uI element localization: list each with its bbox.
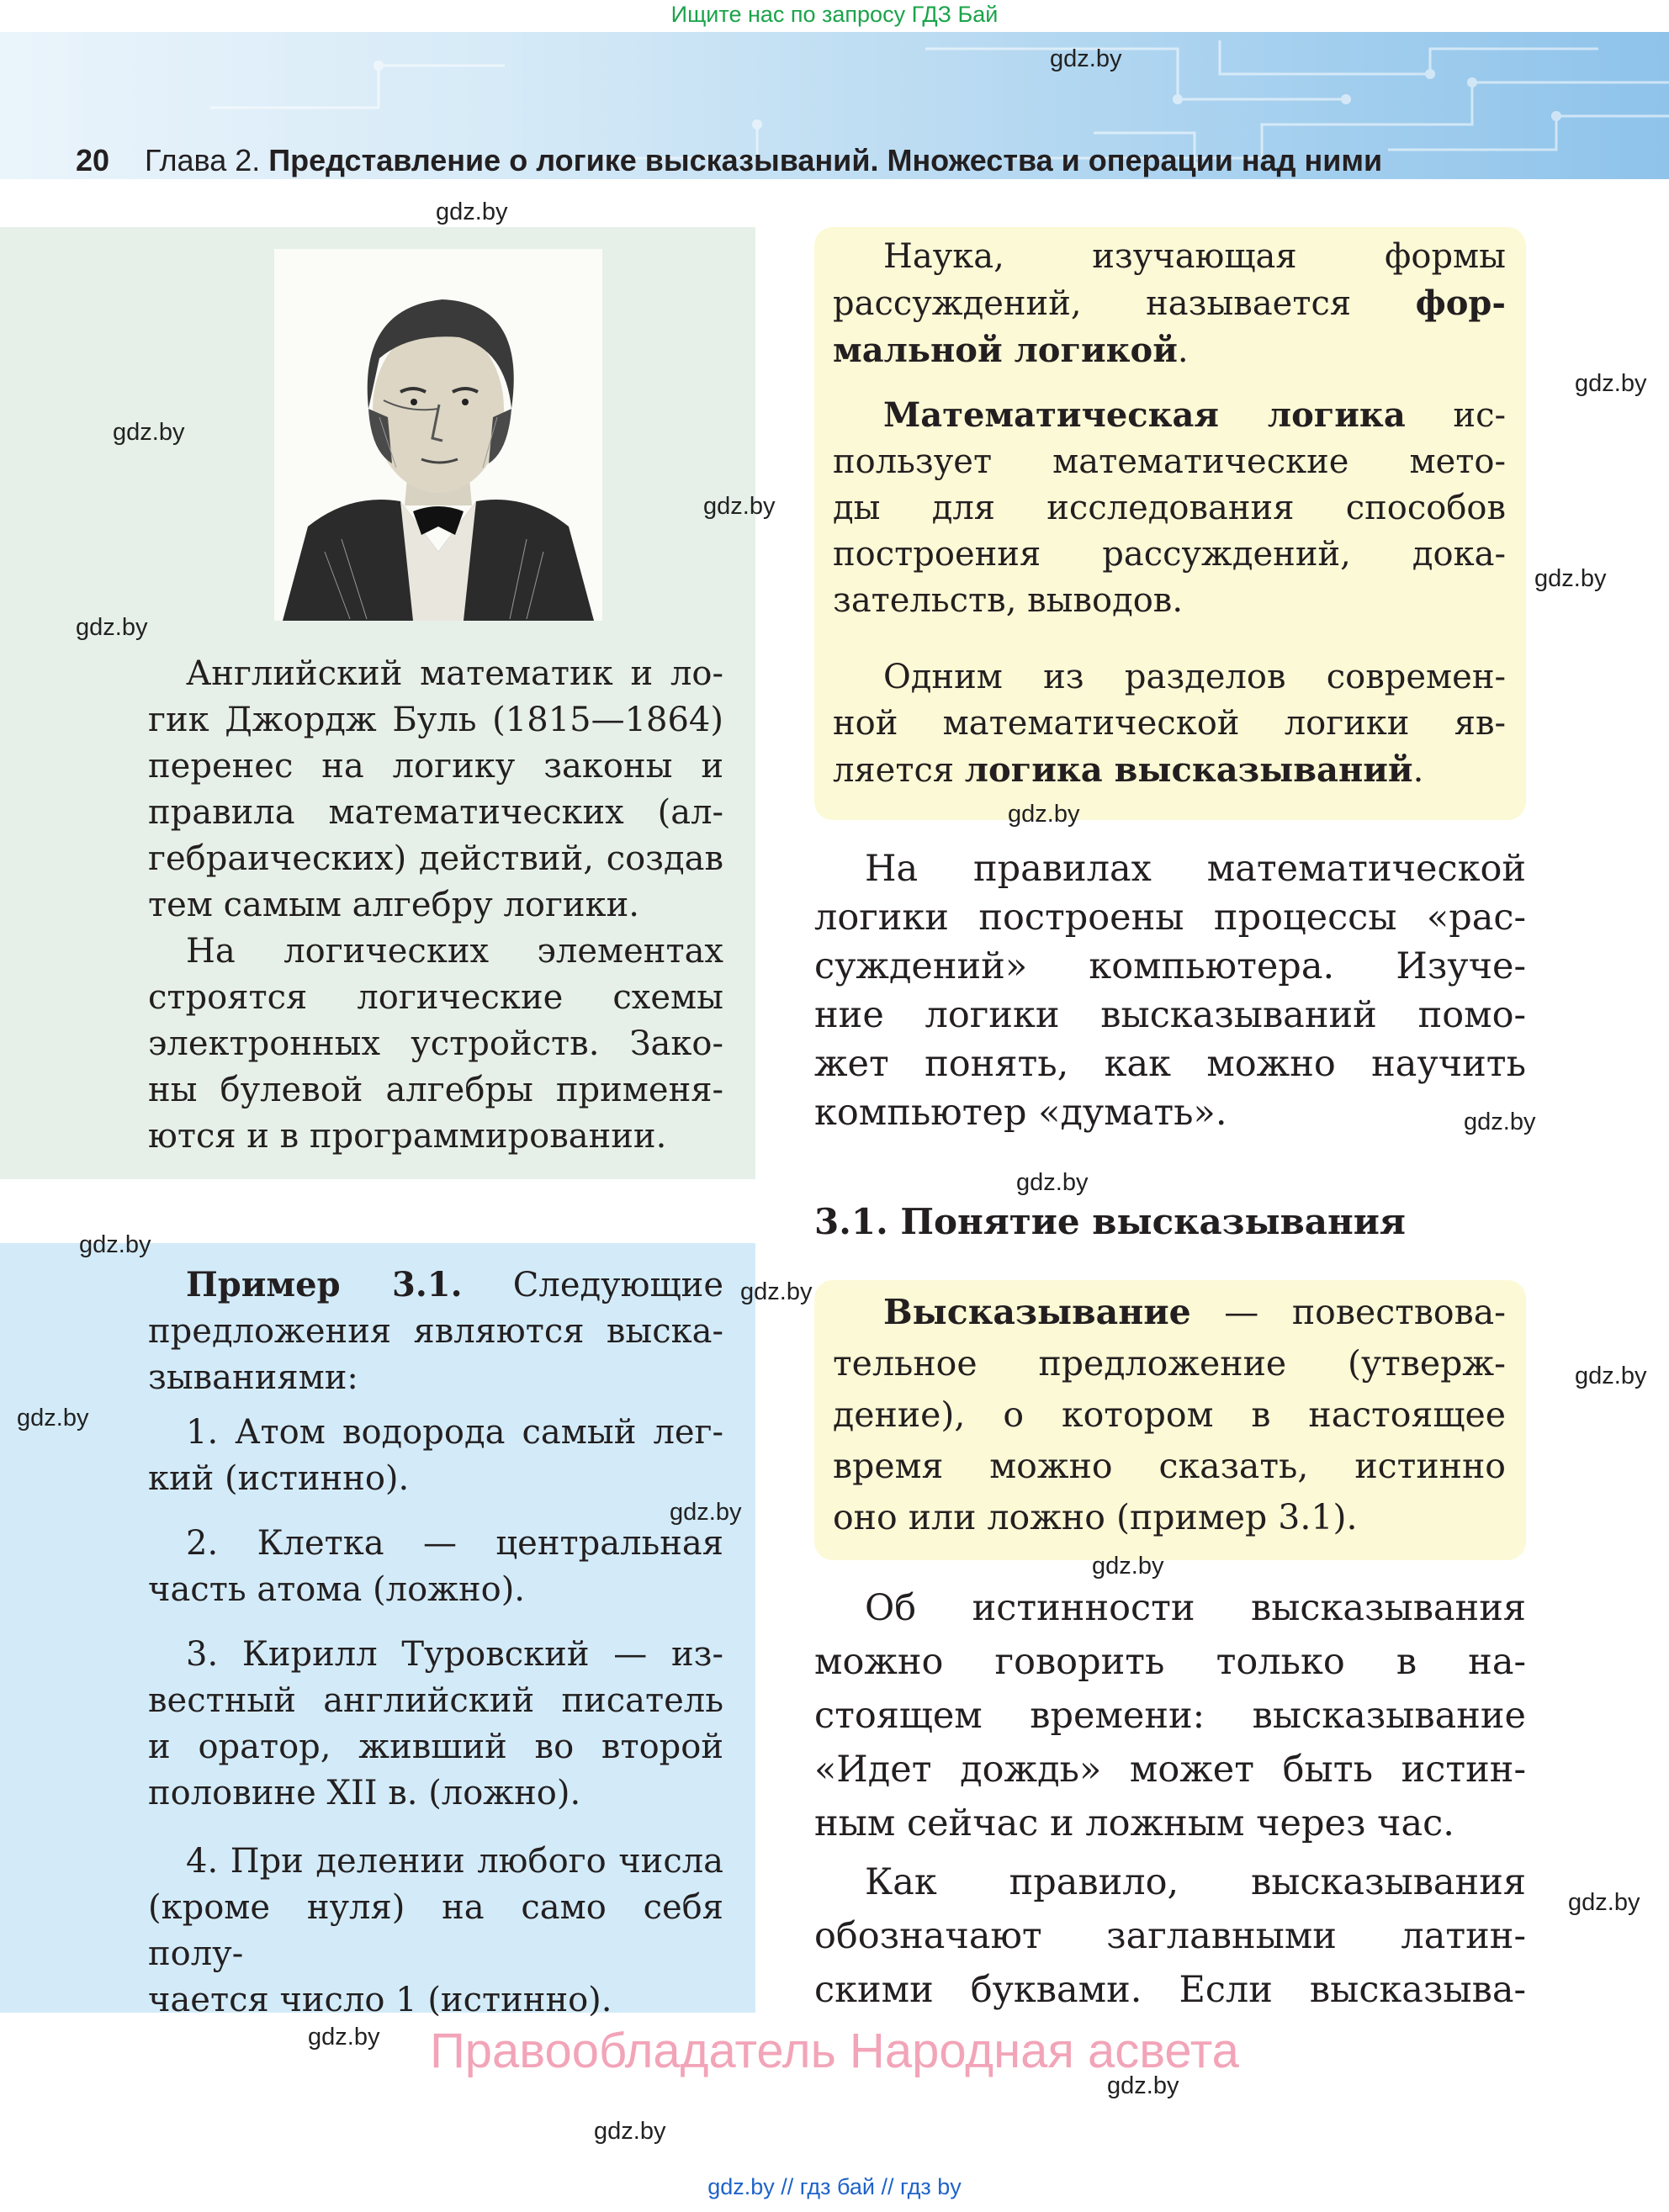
truth-time-paragraph	[814, 1581, 1526, 1850]
text-line: чается число 1 (истинно).	[148, 1981, 612, 2019]
example-intro	[148, 1262, 723, 1401]
text-line: 2. Клетка — центральная	[186, 1524, 723, 1563]
example-item-1	[148, 1410, 723, 1502]
text-line: кий (истинно).	[148, 1459, 410, 1498]
text-line: скими буквами. Если высказыва-	[814, 1969, 1526, 2011]
example-item-4	[148, 1839, 723, 2024]
watermark: gdz.by	[1575, 370, 1647, 397]
text-line: и оратор, живший во второй	[148, 1728, 723, 1766]
watermark: gdz.by	[1092, 1553, 1164, 1580]
text-line: На правилах математической	[865, 848, 1526, 890]
text-line	[833, 747, 1506, 794]
statement-definition	[833, 1287, 1506, 1543]
text-line: гебраических) действий, создав	[148, 839, 723, 878]
search-hint-link[interactable]: Ищите нас по запросу ГДЗ Бай	[670, 2, 999, 27]
text-line: правила математических (ал-	[148, 793, 723, 832]
text-line: (кроме нуля) на само себя полу-	[148, 1888, 723, 1973]
text-line	[148, 1262, 723, 1309]
text-line: жет понять, как можно научить	[814, 1043, 1526, 1085]
chapter-header	[145, 143, 1382, 178]
text-line	[833, 327, 1506, 374]
computer-logic-paragraph	[814, 844, 1526, 1137]
text-line: На логических элементах	[186, 932, 723, 971]
watermark: gdz.by	[740, 1278, 813, 1305]
text-line: обозначают заглавными латин-	[814, 1915, 1526, 1957]
chapter-title: Представление о логике высказываний. Множества и операции над ними	[268, 143, 1383, 177]
watermark: gdz.by	[1107, 2072, 1179, 2099]
text-line: тельное предложение (утверж-	[833, 1343, 1506, 1384]
example-item-2	[148, 1521, 723, 1613]
text-fragment: рассуждений, называется	[833, 284, 1416, 323]
text-line: ются и в программировании.	[148, 1117, 667, 1156]
boole-biography	[148, 651, 723, 929]
watermark: gdz.by	[670, 1499, 742, 1526]
text-line: компьютер «думать».	[814, 1092, 1227, 1134]
text-line: оно или ложно (пример 3.1).	[833, 1497, 1358, 1537]
text-line: построения рассуждений, дока-	[833, 535, 1506, 574]
watermark: gdz.by	[436, 198, 508, 225]
text-line: ным сейчас и ложным через час.	[814, 1802, 1454, 1844]
text-line: строятся логические схемы	[148, 978, 723, 1017]
term-formal-logic: фор-	[1415, 283, 1506, 323]
portrait-image	[274, 249, 602, 621]
text-line: Одним из разделов современ-	[883, 658, 1506, 696]
text-line: пользует математические мето-	[833, 442, 1506, 481]
footer-links[interactable]: gdz.by // гдз бай // гдз by	[707, 2174, 962, 2199]
text-line: «Идет дождь» может быть истин-	[814, 1749, 1526, 1791]
math-logic-definition	[833, 392, 1506, 624]
text-fragment: .	[1177, 331, 1189, 370]
boole-portrait-icon	[274, 249, 602, 621]
text-line: Об истинности высказывания	[865, 1587, 1526, 1629]
watermark: gdz.by	[113, 419, 185, 446]
watermark: gdz.by	[703, 493, 776, 520]
text-fragment: ляется	[833, 751, 965, 790]
text-line: предложения являются выска-	[148, 1312, 723, 1351]
text-line: зываниями:	[148, 1358, 358, 1397]
logic-elements-paragraph	[148, 929, 723, 1160]
watermark: gdz.by	[76, 614, 148, 641]
text-line: ны булевой алгебры применя-	[148, 1071, 723, 1109]
watermark: gdz.by	[79, 1231, 151, 1258]
text-line: гик Джордж Буль (1815—1864)	[148, 701, 723, 739]
text-line: можно говорить только в на-	[814, 1641, 1526, 1683]
text-line: 3. Кирилл Туровский — из-	[186, 1635, 723, 1674]
term-statement: Высказывание	[883, 1292, 1191, 1332]
text-line: ной математической логики яв-	[833, 704, 1506, 743]
chapter-prefix: Глава 2.	[145, 143, 261, 177]
text-line: зательств, выводов.	[833, 581, 1184, 620]
page-number: 20	[76, 143, 110, 177]
text-line	[833, 1287, 1506, 1338]
text-fragment: .	[1412, 751, 1424, 790]
watermark: gdz.by	[17, 1405, 89, 1431]
text-line: Как правило, высказывания	[865, 1861, 1526, 1903]
notation-paragraph	[814, 1855, 1526, 2017]
text-line: электронных устройств. Зако-	[148, 1024, 723, 1063]
text-line: Наука, изучающая формы	[883, 237, 1506, 276]
copyright-owner: Правообладатель Народная асвета	[430, 2024, 1239, 2078]
watermark: gdz.by	[594, 2118, 666, 2145]
watermark: gdz.by	[1464, 1109, 1536, 1135]
formal-logic-definition	[833, 234, 1506, 374]
watermark: gdz.by	[1534, 565, 1607, 592]
section-title: 3.1. Понятие высказывания	[814, 1201, 1406, 1242]
text-line	[833, 392, 1506, 439]
example-item-3	[148, 1632, 723, 1817]
text-line: суждений» компьютера. Изуче-	[814, 945, 1526, 987]
text-line: время можно сказать, истинно	[833, 1446, 1506, 1486]
term-math-logic: Математическая логика	[883, 395, 1406, 435]
text-line	[833, 280, 1506, 327]
watermark: gdz.by	[1575, 1363, 1647, 1389]
propositional-logic-note	[833, 654, 1506, 794]
term-formal-logic-end: мальной логикой	[833, 331, 1178, 370]
watermark: gdz.by	[1050, 45, 1122, 72]
text-line: вестный английский писатель	[148, 1681, 723, 1720]
term-propositional-logic: логика высказываний	[964, 750, 1413, 790]
text-line: половине XII в. (ложно).	[148, 1774, 581, 1812]
text-line: перенес на логику законы и	[148, 747, 723, 786]
text-line: 4. При делении любого числа	[186, 1842, 723, 1881]
watermark: gdz.by	[1568, 1889, 1640, 1916]
text-line: стоящем времени: высказывание	[814, 1695, 1526, 1737]
text-line: тем самым алгебру логики.	[148, 886, 639, 924]
text-line: Английский математик и ло-	[186, 654, 723, 693]
text-line: ние логики высказываний помо-	[814, 994, 1526, 1036]
watermark: gdz.by	[308, 2024, 380, 2051]
text-fragment: — повествова-	[1190, 1292, 1506, 1332]
text-fragment: ис-	[1405, 396, 1507, 435]
text-line: ды для исследования способов	[833, 489, 1506, 527]
text-line: логики построены процессы «рас-	[814, 897, 1526, 939]
text-line: дение), о котором в настоящее	[833, 1394, 1506, 1435]
example-intro-rest: Следующие	[512, 1266, 723, 1304]
example-label: Пример 3.1.	[186, 1265, 463, 1304]
watermark: gdz.by	[1016, 1169, 1089, 1196]
watermark: gdz.by	[1008, 801, 1080, 828]
text-line: часть атома (ложно).	[148, 1570, 526, 1609]
text-line: 1. Атом водорода самый лег-	[186, 1413, 723, 1452]
